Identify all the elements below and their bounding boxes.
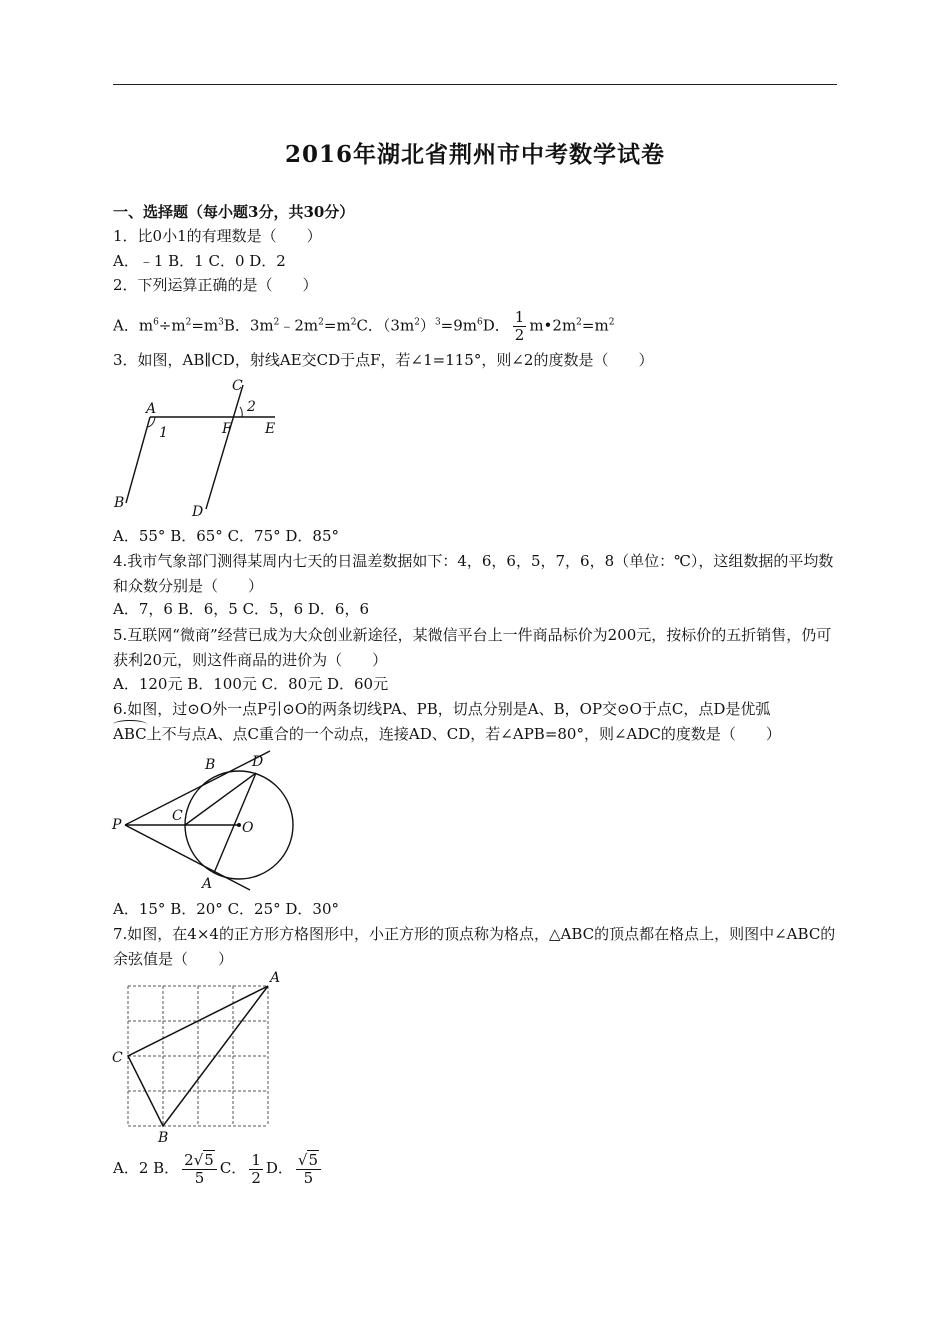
q6-stem-line1: 6.如图，过⊙O外一点P引⊙O的两条切线PA、PB，切点分别是A、B，OP交⊙O于点C，点D是优弧 <box>113 700 771 718</box>
label-b: B <box>114 495 125 511</box>
grid <box>128 986 268 1126</box>
q6-stem-line2: ABC上不与点A、点C重合的一个动点，连接AD、CD，若∠APB=80°，则∠ADC的度数是（ ） <box>113 725 781 743</box>
tangent-pb <box>125 751 270 825</box>
label-b: B <box>158 1130 169 1146</box>
label-f: F <box>222 421 232 437</box>
label-c: C <box>112 1050 123 1066</box>
q3-stem: 3．如图，AB∥CD，射线AE交CD于点F，若∠1=115°，则∠2的度数是（ ） <box>113 351 654 369</box>
q5-stem: 5.互联网“微商”经营已成为大众创业新途径，某微信平台上一件商品标价为200元，按标价的五折销售，仍可获利20元，则这件商品的进价为（ ） <box>113 626 832 669</box>
label-d: D <box>252 754 264 770</box>
label-a: A <box>270 970 281 986</box>
tangent-pa <box>125 825 250 890</box>
q5-options: A．120元 B．100元 C．80元 D．60元 <box>113 675 389 693</box>
label-c: C <box>172 808 183 824</box>
section-heading: 一、选择题（每小题3分，共30分） <box>113 203 355 221</box>
page-title: 2016年湖北省荆州市中考数学试卷 <box>284 141 665 168</box>
major-arc-label: ABC <box>113 725 147 743</box>
q6-figure <box>110 750 310 900</box>
q3-options: A．55° B．65° C．75° D．85° <box>113 527 340 545</box>
fraction-2-sqrt5-over-5: $\frac{2√5}{5}$ <box>182 1152 217 1187</box>
angle-2-arc <box>240 407 242 417</box>
q4-stem: 4.我市气象部门测得某周内七天的日温差数据如下：4，6，6，5，7，6，8（单位：℃），这组数据的平均数和众数分别是（ ） <box>113 552 834 595</box>
line-ab <box>126 417 150 503</box>
label-a: A <box>202 876 213 892</box>
center-point-o <box>237 823 241 827</box>
label-one: 1 <box>159 425 168 441</box>
label-two: 2 <box>247 399 256 415</box>
q3-figure <box>110 375 290 520</box>
header-rule <box>113 84 837 85</box>
label-o: O <box>242 820 254 836</box>
fraction: $\frac{1}{2}$ <box>514 308 525 344</box>
q7-stem: 7.如图，在4×4的正方形方格图形中，小正方形的顶点称为格点，△ABC的顶点都在格点上，则图中∠ABC的余弦值是（ ） <box>113 925 836 968</box>
label-p: P <box>112 817 122 833</box>
fraction-sqrt5-over-5: $\frac{√5}{5}$ <box>296 1152 321 1187</box>
q6-options: A．15° B．20° C．25° D．30° <box>113 900 340 918</box>
label-b: B <box>205 757 216 773</box>
label-c: C <box>232 378 243 394</box>
q2-options: A．$m^6\div m^2=m^3B$．$3m^2﹣2m^2=m^2C$．$(3m^2)^3=9m^6D$． $\frac{1}{2}$ $m•2m^2=m^2$ <box>113 308 615 344</box>
q1-options: A．﹣1 B．1 C．0 D．2 <box>113 252 286 270</box>
line-cd <box>206 385 243 509</box>
q4-options: A．7，6 B．6，5 C．5，6 D．6，6 <box>113 600 370 618</box>
q7-figure <box>110 970 290 1150</box>
label-e: E <box>265 421 276 437</box>
q7-options: A．2 B． $\frac{2√5}{5}$ C． $\frac{1}{2}$ D． $\frac{√5}{5}$ <box>113 1148 324 1188</box>
q1-stem: 1．比0小1的有理数是（ ） <box>113 227 322 245</box>
label-d: D <box>192 504 204 520</box>
fraction-1-over-2: $\frac{1}{2}$ <box>251 1150 261 1187</box>
q2-stem: 2．下列运算正确的是（ ） <box>113 276 318 294</box>
label-a: A <box>146 401 157 417</box>
